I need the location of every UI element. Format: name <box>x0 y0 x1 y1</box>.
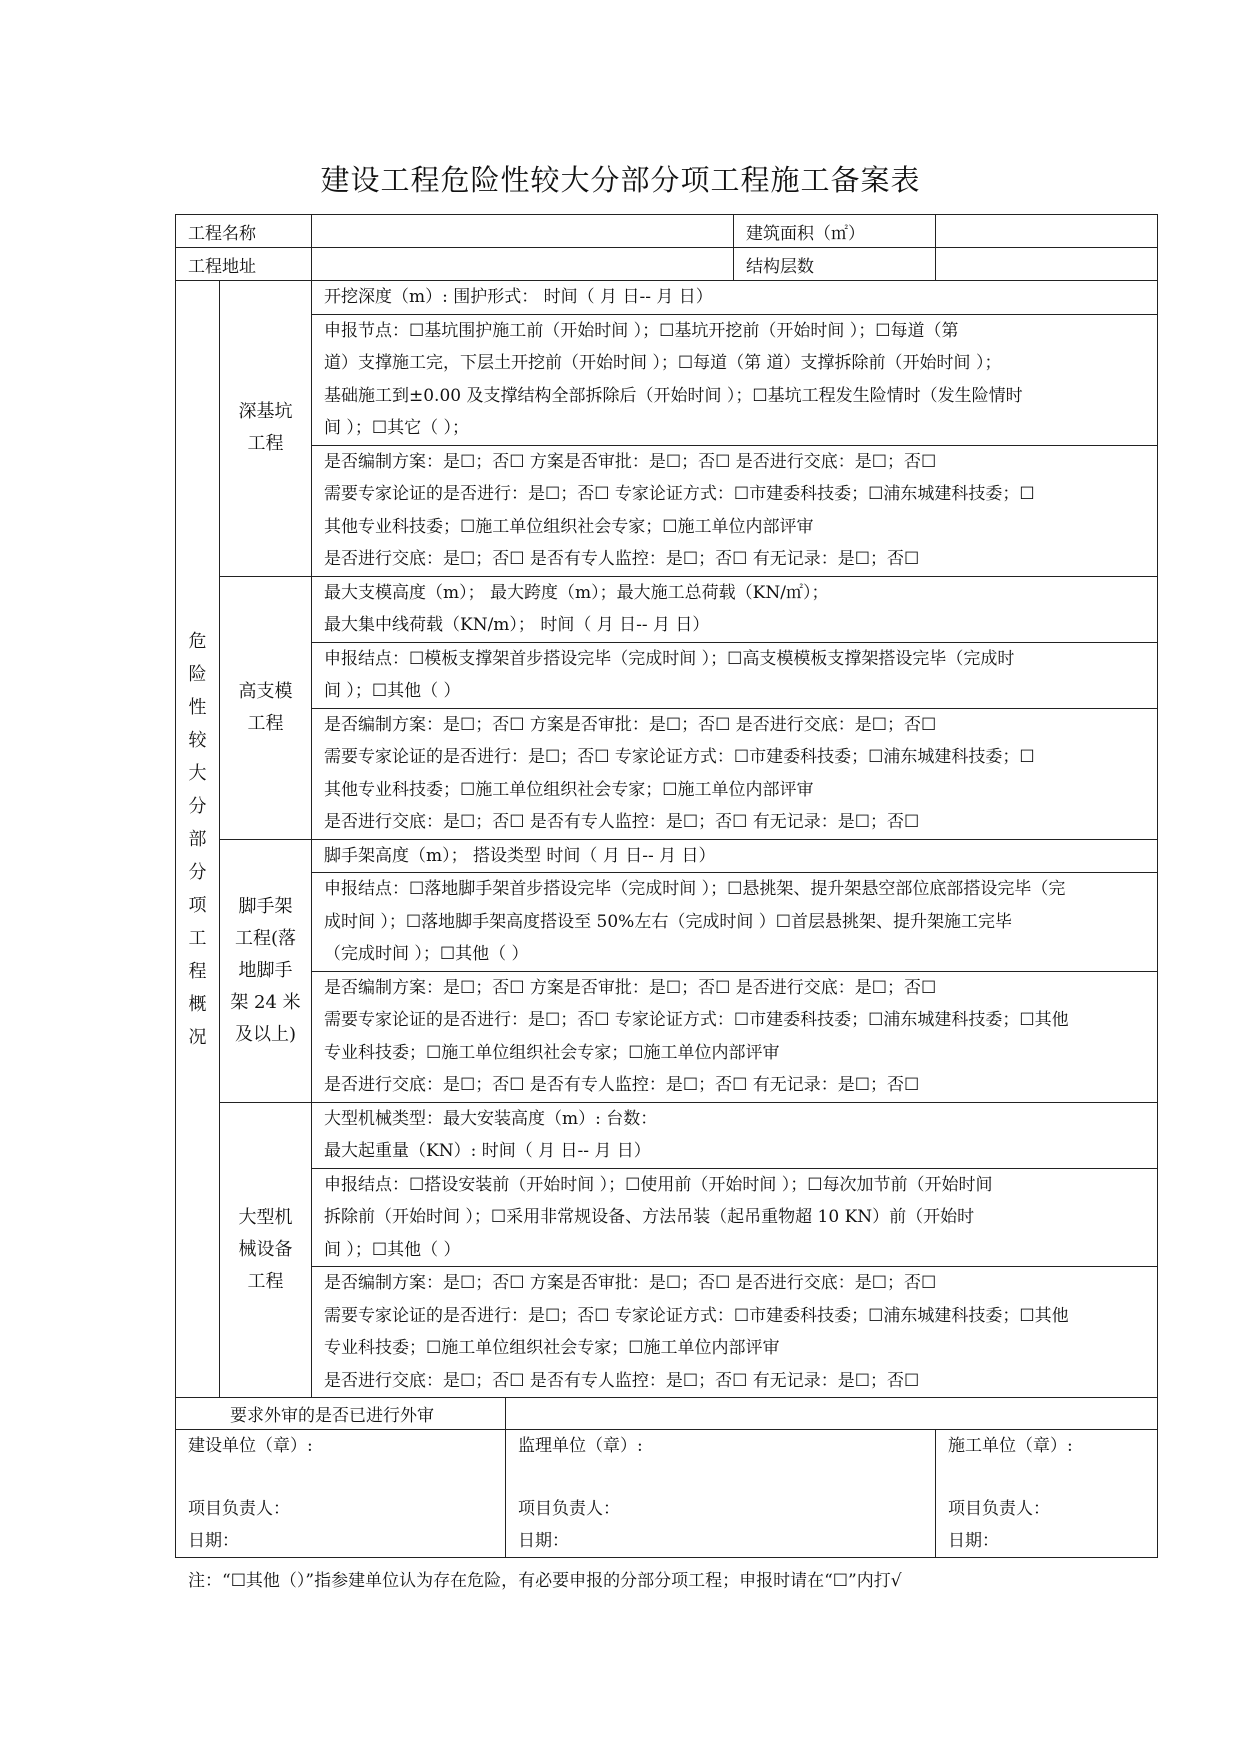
address-field[interactable] <box>312 248 734 281</box>
side-label <box>176 281 220 1398</box>
area-field[interactable] <box>936 215 1158 248</box>
section-row <box>176 576 1158 642</box>
side-label-char: 分 <box>188 795 207 817</box>
detail-line: 需要专家论证的是否进行：是☐；否☐ 专家论证方式：☐市建委科技委；☐浦东城建科技委；☐其他 <box>324 1010 1069 1030</box>
detail-line: 是否进行交底：是☐；否☐ 是否有专人监控：是☐；否☐ 有无记录：是☐；否☐ <box>324 1370 920 1391</box>
section-name <box>220 281 312 577</box>
external-review-row <box>176 1398 1158 1430</box>
detail-line: 间 ）；☐其它（ ）； <box>324 418 470 438</box>
footnote: 注：“☐其他（）”指参建单位认为存在危险，有必要申报的分部分项工程；申报时请在“☐”内打√ <box>188 1571 902 1591</box>
section-detail-cell <box>312 873 1158 972</box>
address-label: 工程地址 <box>176 248 312 281</box>
side-label-char: 危 <box>188 630 207 652</box>
section-detail-cell <box>312 971 1158 1102</box>
section-row <box>176 971 1158 1102</box>
section-row <box>176 839 1158 873</box>
detail-line: 需要专家论证的是否进行：是☐；否☐ 专家论证方式：☐市建委科技委；☐浦东城建科技委；☐ <box>324 747 1035 767</box>
section-detail-cell <box>312 281 1158 315</box>
section-name-line: 深基坑 <box>238 401 293 423</box>
side-label-char: 险 <box>188 663 207 685</box>
supervisor-unit-label: 监理单位（章）: <box>518 1436 643 1456</box>
detail-line: 需要专家论证的是否进行：是☐；否☐ 专家论证方式：☐市建委科技委；☐浦东城建科技委；☐ <box>324 484 1035 504</box>
section-row <box>176 281 1158 315</box>
external-review-field[interactable] <box>506 1398 1158 1430</box>
detail-line: 最大集中线荷载（KN/m）； 时间（ 月 日-- 月 日） <box>324 615 710 635</box>
detail-line: 脚手架高度（m）； 搭设类型 时间（ 月 日-- 月 日） <box>324 845 716 866</box>
area-label: 建筑面积（㎡） <box>734 215 936 248</box>
contractor-date-label: 日期： <box>948 1531 999 1551</box>
section-row <box>176 1267 1158 1398</box>
section-row <box>176 314 1158 445</box>
side-label-char: 工 <box>188 927 207 949</box>
section-row <box>176 642 1158 708</box>
section-detail-cell <box>312 1267 1158 1398</box>
detail-line: （完成时间 ）；☐其他（ ） <box>324 944 529 964</box>
side-label-char: 项 <box>188 894 207 916</box>
side-label-char: 程 <box>188 960 207 982</box>
detail-line: 专业科技委；☐施工单位组织社会专家；☐施工单位内部评审 <box>324 1338 780 1358</box>
section-detail-cell <box>312 1168 1158 1267</box>
detail-line: 是否进行交底：是☐；否☐ 是否有专人监控：是☐；否☐ 有无记录：是☐；否☐ <box>324 549 920 569</box>
project-name-label: 工程名称 <box>176 215 312 248</box>
detail-line: 道）支撑施工完，下层土开挖前（开始时间 ）；☐每道（第 道）支撑拆除前（开始时间 ）； <box>324 353 1002 373</box>
detail-line: 其他专业科技委；☐施工单位组织社会专家；☐施工单位内部评审 <box>324 779 814 800</box>
side-label-char: 部 <box>188 828 207 850</box>
detail-line: 是否进行交底：是☐；否☐ 是否有专人监控：是☐；否☐ 有无记录：是☐；否☐ <box>324 812 920 832</box>
floors-label: 结构层数 <box>734 248 936 281</box>
owner-person-label: 项目负责人： <box>188 1499 290 1519</box>
project-name-field[interactable] <box>312 215 734 248</box>
supervisor-signature-cell[interactable] <box>506 1430 936 1558</box>
detail-line: 申报结点：☐落地脚手架首步搭设完毕（完成时间 ）；☐悬挑架、提升架悬空部位底部搭设完毕（完 <box>324 879 1066 899</box>
contractor-signature-cell[interactable] <box>936 1430 1158 1558</box>
section-name-line: 脚手架 <box>238 895 293 917</box>
contractor-unit-label: 施工单位（章）: <box>948 1436 1073 1456</box>
owner-signature-cell[interactable] <box>176 1430 506 1558</box>
side-label-char: 较 <box>188 729 207 751</box>
section-detail-cell <box>312 445 1158 576</box>
detail-line: 其他专业科技委；☐施工单位组织社会专家；☐施工单位内部评审 <box>324 516 814 537</box>
contractor-person-label: 项目负责人： <box>948 1499 1050 1519</box>
supervisor-person-label: 项目负责人： <box>518 1499 620 1519</box>
section-name-line: 工程(落 <box>234 927 297 949</box>
section-name <box>220 576 312 839</box>
section-name-line: 及以上) <box>234 1023 297 1045</box>
section-name-line: 高支模 <box>238 680 293 702</box>
detail-line: 申报节点：☐基坑围护施工前（开始时间 ）；☐基坑开挖前（开始时间 ）；☐每道（第 <box>324 320 959 341</box>
section-name-line: 地脚手 <box>238 959 293 981</box>
section-name <box>220 839 312 1102</box>
detail-line: 是否编制方案：是☐；否☐ 方案是否审批：是☐；否☐ 是否进行交底：是☐；否☐ <box>324 1273 937 1293</box>
section-detail-cell <box>312 314 1158 445</box>
detail-line: 申报结点：☐搭设安装前（开始时间 ）；☐使用前（开始时间 ）；☐每次加节前（开始时间 <box>324 1174 993 1195</box>
section-name-line: 架 24 米 <box>230 991 301 1013</box>
section-name-line: 大型机 <box>238 1206 293 1228</box>
section-row <box>176 1168 1158 1267</box>
detail-line: 大型机械类型：最大安装高度（m）: 台数： <box>324 1108 658 1129</box>
section-detail-cell <box>312 576 1158 642</box>
section-row <box>176 445 1158 576</box>
supervisor-date-label: 日期： <box>518 1531 569 1551</box>
floors-field[interactable] <box>936 248 1158 281</box>
owner-date-label: 日期： <box>188 1531 239 1551</box>
detail-line: 是否编制方案：是☐；否☐ 方案是否审批：是☐；否☐ 是否进行交底：是☐；否☐ <box>324 451 937 472</box>
signature-gap <box>188 1462 505 1493</box>
detail-line: 间 ）；☐其他（ ） <box>324 1239 461 1260</box>
section-name-line: 械设备 <box>238 1238 293 1260</box>
side-label-char: 概 <box>188 993 207 1015</box>
detail-line: 最大支模高度（m）； 最大跨度（m）；最大施工总荷载（KN/㎡）； <box>324 582 829 603</box>
detail-line: 是否编制方案：是☐；否☐ 方案是否审批：是☐；否☐ 是否进行交底：是☐；否☐ <box>324 977 937 998</box>
section-row <box>176 708 1158 839</box>
detail-line: 专业科技委；☐施工单位组织社会专家；☐施工单位内部评审 <box>324 1042 780 1063</box>
side-label-char: 分 <box>188 861 207 883</box>
external-review-label: 要求外审的是否已进行外审 <box>176 1398 506 1430</box>
side-label-char: 况 <box>188 1026 207 1048</box>
section-row <box>176 1102 1158 1168</box>
detail-line: 基础施工到±0.00 及支撑结构全部拆除后（开始时间 ）；☐基坑工程发生险情时（发生险情时 <box>324 385 1023 406</box>
detail-line: 间 ）；☐其他（ ） <box>324 681 461 701</box>
detail-line: 最大起重量（KN）: 时间（ 月 日-- 月 日） <box>324 1141 651 1161</box>
section-row <box>176 873 1158 972</box>
side-label-char: 性 <box>188 696 207 718</box>
detail-line: 申报结点：☐模板支撑架首步搭设完毕（完成时间 ）；☐高支模模板支撑架搭设完毕（完成时 <box>324 648 1015 669</box>
signature-row <box>176 1430 1158 1558</box>
detail-line: 需要专家论证的是否进行：是☐；否☐ 专家论证方式：☐市建委科技委；☐浦东城建科技委；☐其他 <box>324 1305 1069 1326</box>
side-label-text <box>188 625 208 1054</box>
signature-gap <box>948 1462 1157 1493</box>
form-title: 建设工程危险性较大分部分项工程施工备案表 <box>320 163 921 197</box>
section-detail-cell <box>312 642 1158 708</box>
filing-form-table <box>175 214 1158 1558</box>
detail-line: 成时间 ）；☐落地脚手架高度搭设至 50%左右（完成时间 ）☐首层悬挑架、提升架施工完毕 <box>324 911 1012 932</box>
detail-line: 是否进行交底：是☐；否☐ 是否有专人监控：是☐；否☐ 有无记录：是☐；否☐ <box>324 1075 920 1095</box>
detail-line: 开挖深度（m）: 围护形式： 时间（ 月 日-- 月 日） <box>324 287 713 307</box>
section-name-line: 工程 <box>247 433 284 455</box>
owner-unit-label: 建设单位（章）: <box>188 1436 313 1456</box>
side-label-char: 大 <box>188 762 207 784</box>
detail-line: 拆除前（开始时间 ）；☐采用非常规设备、方法吊装（起吊重物超 10 KN）前（开始时 <box>324 1207 975 1227</box>
detail-line: 是否编制方案：是☐；否☐ 方案是否审批：是☐；否☐ 是否进行交底：是☐；否☐ <box>324 714 937 735</box>
section-name-line: 工程 <box>247 1270 284 1292</box>
section-detail-cell <box>312 839 1158 873</box>
section-name <box>220 1102 312 1398</box>
section-detail-cell <box>312 708 1158 839</box>
section-detail-cell <box>312 1102 1158 1168</box>
signature-gap <box>518 1462 935 1493</box>
section-name-line: 工程 <box>247 712 284 734</box>
